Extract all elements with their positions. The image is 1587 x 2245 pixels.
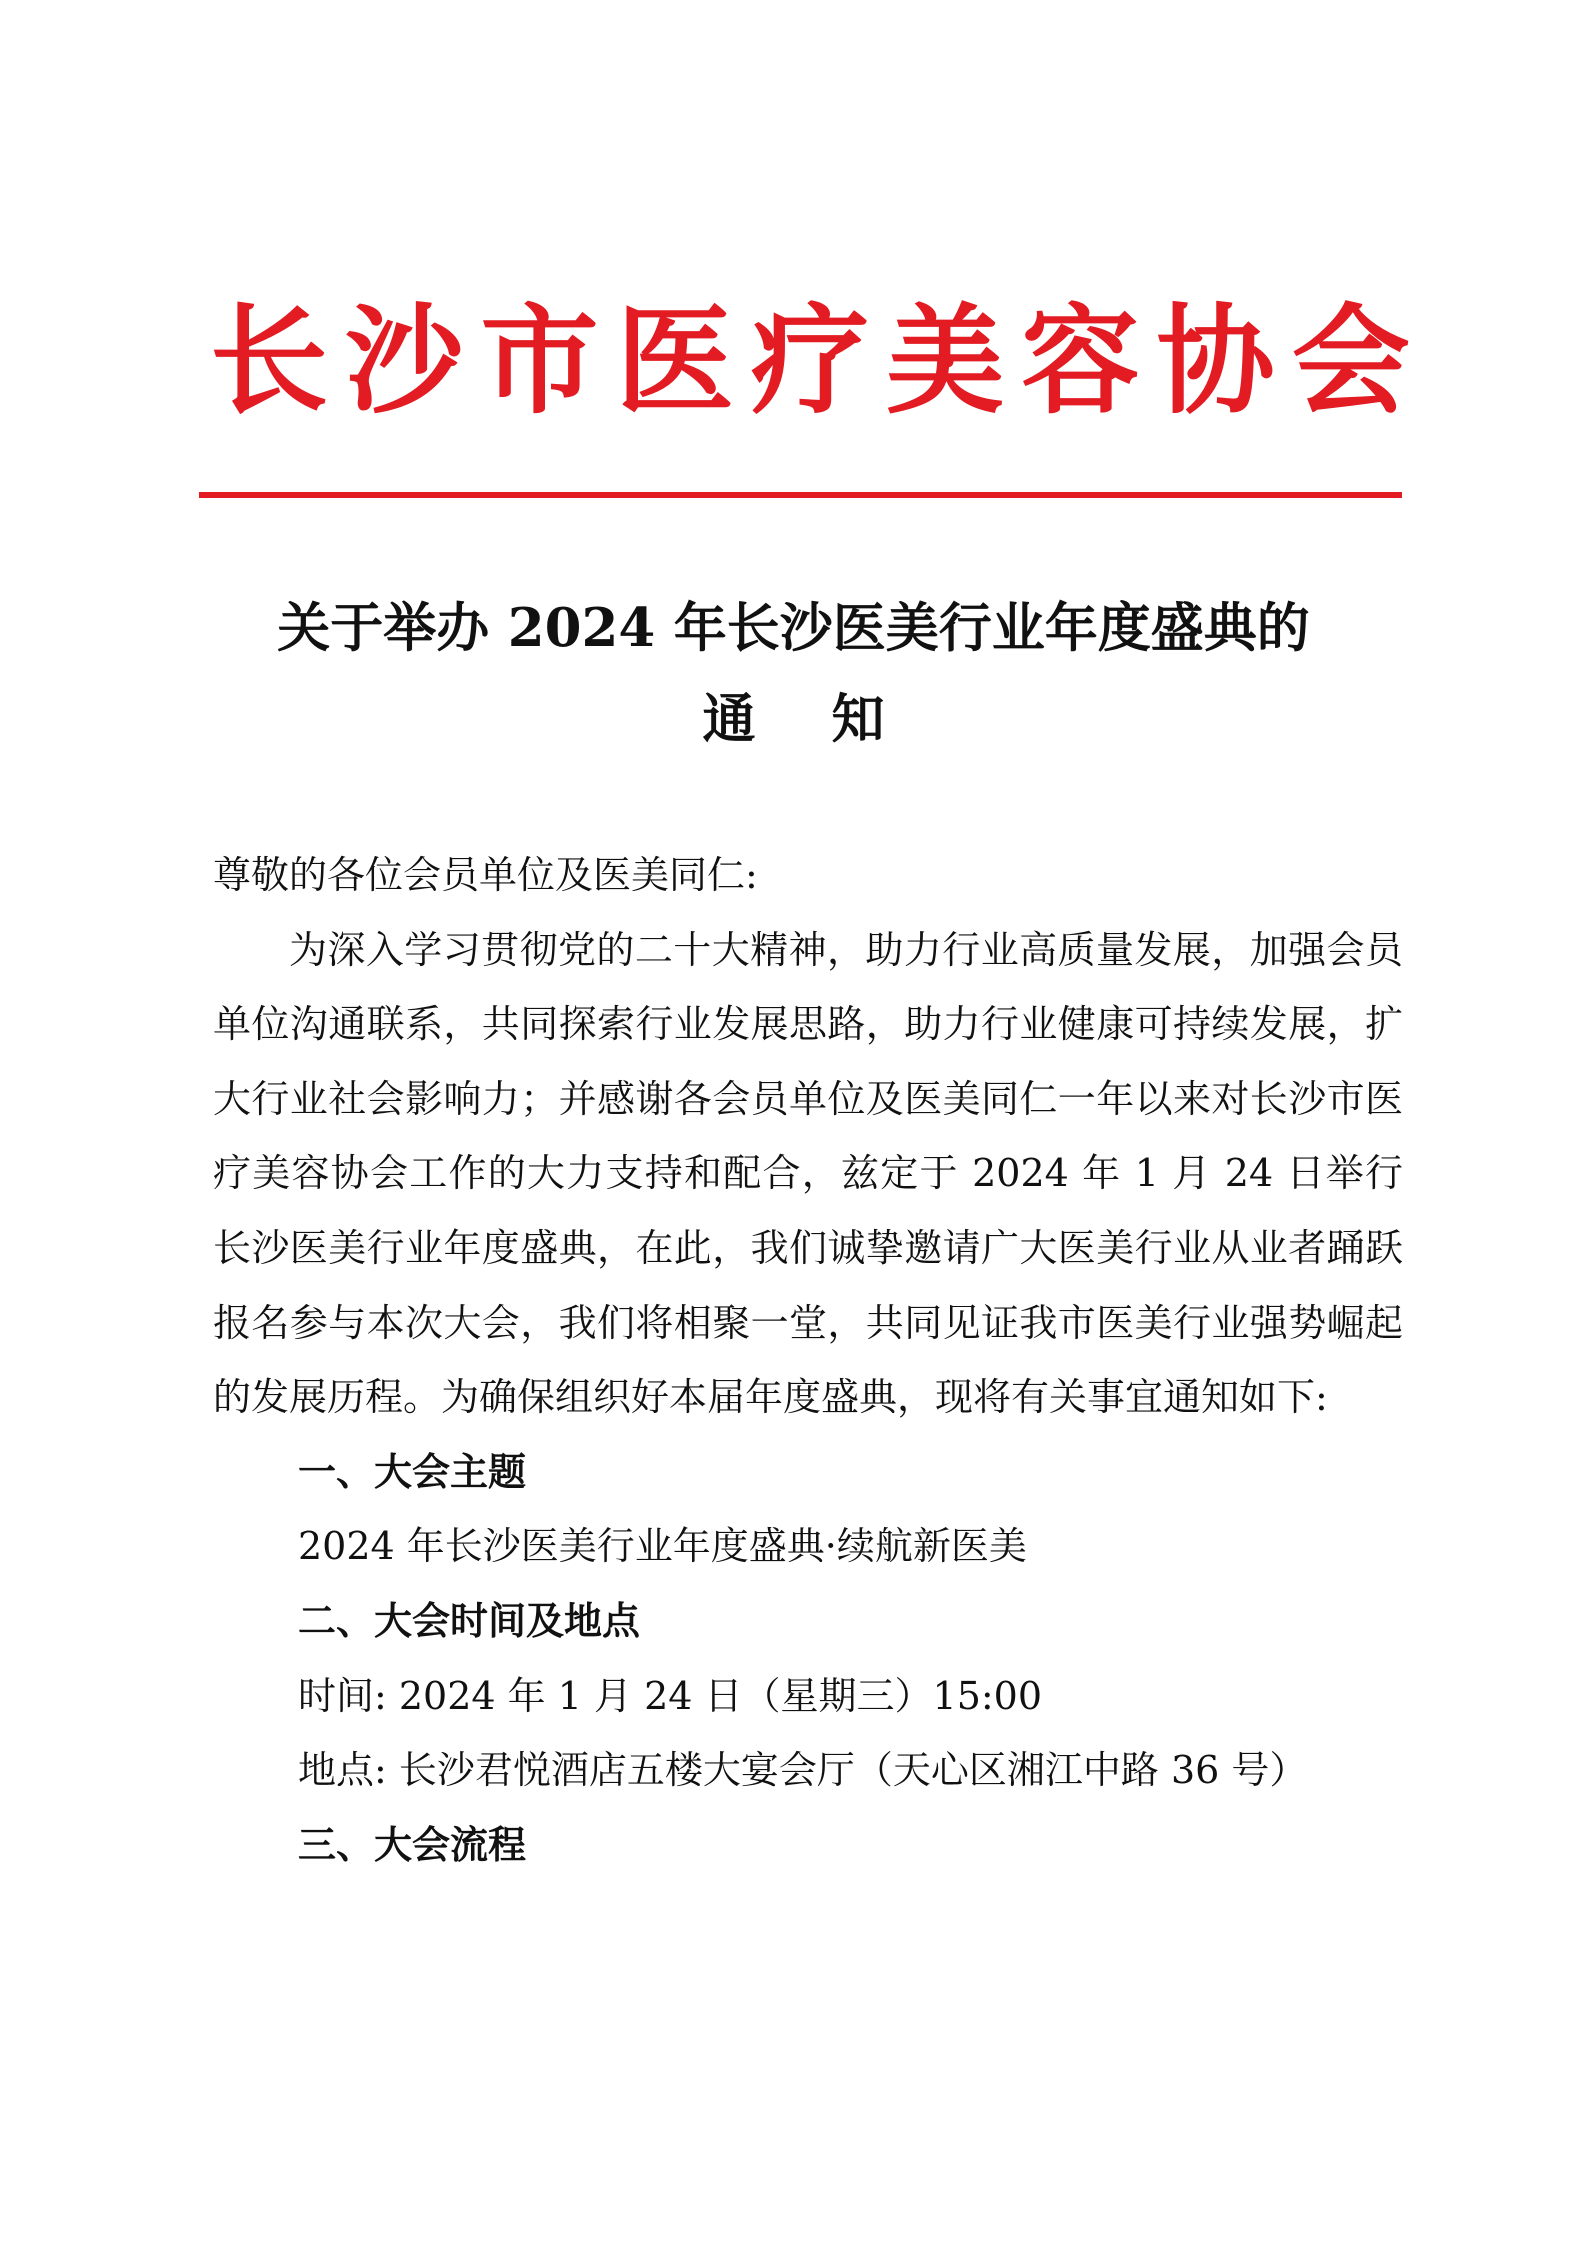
time-text: 时间: 2024 年 1 月 24 日（星期三）15:00: [298, 1673, 1043, 1718]
masthead-char: 市: [480, 291, 599, 430]
masthead-char: 会: [1291, 291, 1410, 430]
issuer-masthead: [210, 288, 1410, 433]
masthead-char: 长: [210, 291, 329, 430]
salutation: 尊敬的各位会员单位及医美同仁:: [213, 853, 758, 897]
place-text: 地点: 长沙君悦酒店五楼大宴会厅（天心区湘江中路 36 号）: [298, 1748, 1308, 1793]
section-heading-theme: 一、大会主题: [298, 1449, 527, 1494]
masthead-char: 美: [886, 291, 1005, 430]
masthead-char: 沙: [345, 291, 464, 430]
intro-paragraph: 为深入学习贯彻党的二十大精神，助力行业高质量发展，加强会员单位沟通联系，共同探索行业发展思路，助力行业健康可持续发展，扩大行业社会影响力；并感谢各会员单位及医美同仁一年以来对长沙市医疗美容协会工作的大力支持和配合，兹定于 2024 年 1 月 24 日举行长沙医美行业年度盛典，在此，我们诚挚邀请广大医美行业从业者踊跃报名参与本次大会，我们将相聚一堂，共同见证我市医美行业强势崛起的发展历程。为确保组织好本届年度盛典，现将有关事宜通知如下:: [213, 927, 1403, 1420]
document-body: [213, 838, 1403, 1882]
masthead-char: 容: [1021, 291, 1140, 430]
masthead-char: 疗: [750, 291, 869, 430]
document-title-line2: 通知: [702, 688, 961, 750]
section-heading-process: 三、大会流程: [298, 1822, 527, 1867]
section-heading-time-place: 二、大会时间及地点: [298, 1598, 641, 1643]
masthead-char: 协: [1156, 291, 1275, 430]
theme-text: 2024 年长沙医美行业年度盛典·续航新医美: [298, 1524, 1027, 1569]
masthead-char: 医: [615, 291, 734, 430]
masthead-divider: [199, 492, 1402, 498]
document-title-line1: 关于举办 2024 年长沙医美行业年度盛典的: [277, 597, 1310, 659]
